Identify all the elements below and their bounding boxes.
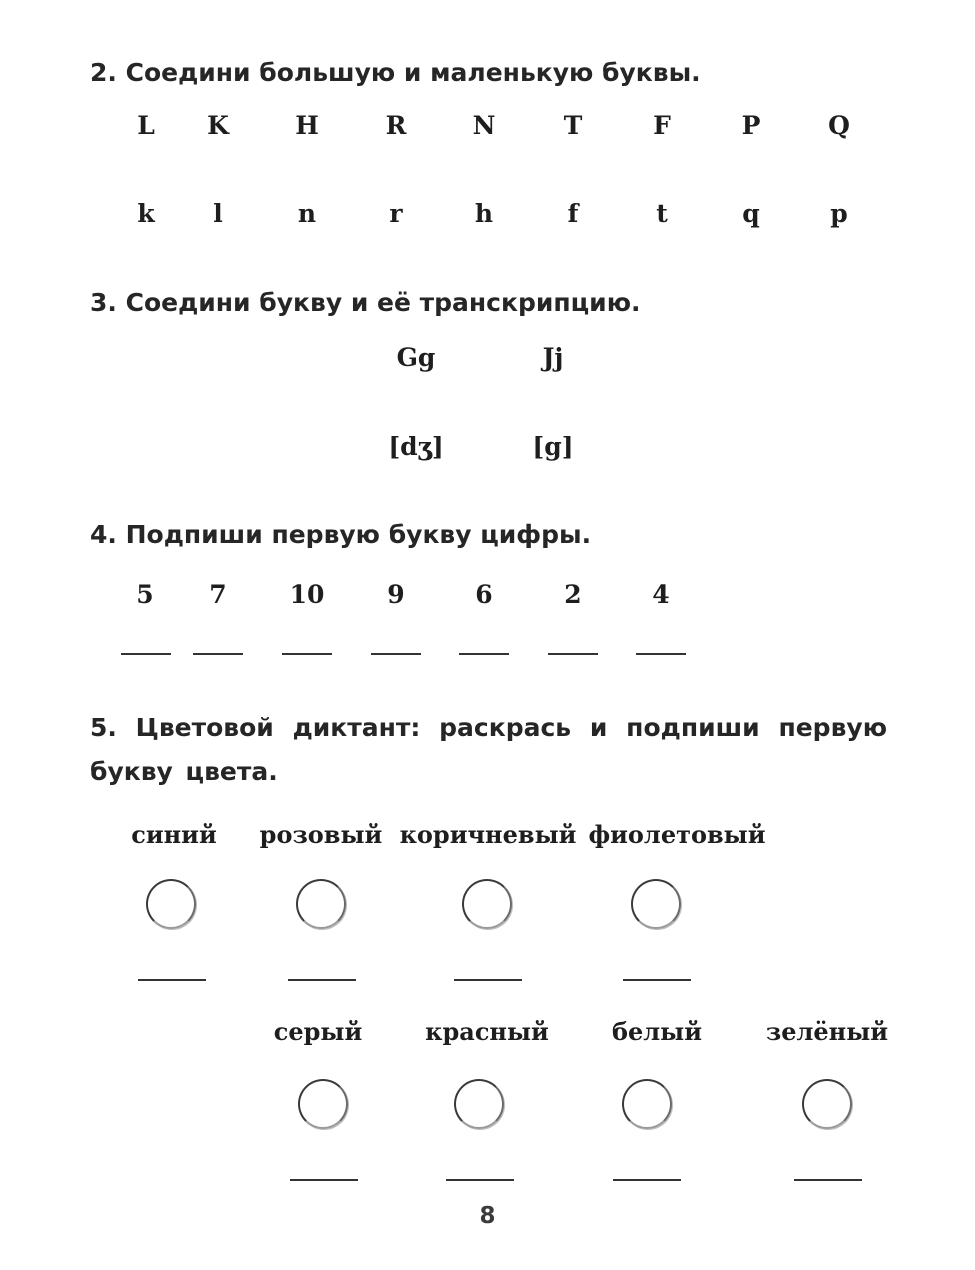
upper-letter: R <box>385 111 407 140</box>
transcription: [g] <box>532 432 574 461</box>
answer-blank[interactable] <box>613 1179 681 1181</box>
task5-heading: 5. Цветовой диктант: раскрась и подпиши первую букву цвета. <box>90 713 887 786</box>
lower-letter: q <box>742 199 760 228</box>
answer-blank[interactable] <box>193 653 243 655</box>
answer-blank[interactable] <box>138 979 206 981</box>
lower-letter: r <box>389 199 403 228</box>
task4-heading: 4. Подпиши первую букву цифры. <box>90 520 592 549</box>
color-word: розовый <box>259 820 383 849</box>
upper-letter: N <box>472 111 496 140</box>
color-circle[interactable] <box>631 879 681 929</box>
upper-letter: P <box>741 111 761 140</box>
lower-letter: n <box>297 199 317 228</box>
lower-letter: p <box>830 199 848 228</box>
answer-blank[interactable] <box>454 979 522 981</box>
lower-letter: t <box>656 199 668 228</box>
color-circle[interactable] <box>146 879 196 929</box>
upper-letter: K <box>207 111 229 140</box>
answer-blank[interactable] <box>288 979 356 981</box>
number: 7 <box>209 580 227 609</box>
color-circle[interactable] <box>298 1079 348 1129</box>
color-circle[interactable] <box>622 1079 672 1129</box>
number: 4 <box>652 580 670 609</box>
color-word: серый <box>273 1017 363 1046</box>
color-circle[interactable] <box>454 1079 504 1129</box>
color-word: фиолетовый <box>588 820 766 849</box>
transcription: [dʒ] <box>388 432 444 461</box>
color-word: синий <box>131 820 217 849</box>
number: 6 <box>475 580 493 609</box>
answer-blank[interactable] <box>459 653 509 655</box>
answer-blank[interactable] <box>282 653 332 655</box>
color-word: зелёный <box>765 1017 889 1046</box>
letter-pair: Gg <box>396 343 436 372</box>
upper-letter: T <box>563 111 583 140</box>
upper-letter: F <box>653 111 671 140</box>
page-number: 8 <box>479 1203 496 1229</box>
task2-heading: 2. Соедини большую и маленькую буквы. <box>90 58 701 87</box>
letter-pair: Jj <box>542 343 564 372</box>
color-word: красный <box>425 1017 549 1046</box>
lower-letter: k <box>137 199 155 228</box>
color-word: коричневый <box>399 820 577 849</box>
answer-blank[interactable] <box>446 1179 514 1181</box>
task3-heading: 3. Соедини букву и её транскрипцию. <box>90 288 641 317</box>
answer-blank[interactable] <box>623 979 691 981</box>
color-circle[interactable] <box>296 879 346 929</box>
upper-letter: Q <box>828 111 850 140</box>
answer-blank[interactable] <box>290 1179 358 1181</box>
answer-blank[interactable] <box>548 653 598 655</box>
answer-blank[interactable] <box>371 653 421 655</box>
upper-letter: H <box>295 111 319 140</box>
color-circle[interactable] <box>462 879 512 929</box>
answer-blank[interactable] <box>794 1179 862 1181</box>
upper-letter: L <box>137 111 155 140</box>
color-word: белый <box>611 1017 703 1046</box>
lower-letter: f <box>567 199 579 228</box>
number: 5 <box>136 580 154 609</box>
number: 2 <box>564 580 582 609</box>
number: 10 <box>289 580 325 609</box>
answer-blank[interactable] <box>636 653 686 655</box>
lower-letter: h <box>474 199 494 228</box>
lower-letter: l <box>213 199 223 228</box>
answer-blank[interactable] <box>121 653 171 655</box>
number: 9 <box>387 580 405 609</box>
color-circle[interactable] <box>802 1079 852 1129</box>
